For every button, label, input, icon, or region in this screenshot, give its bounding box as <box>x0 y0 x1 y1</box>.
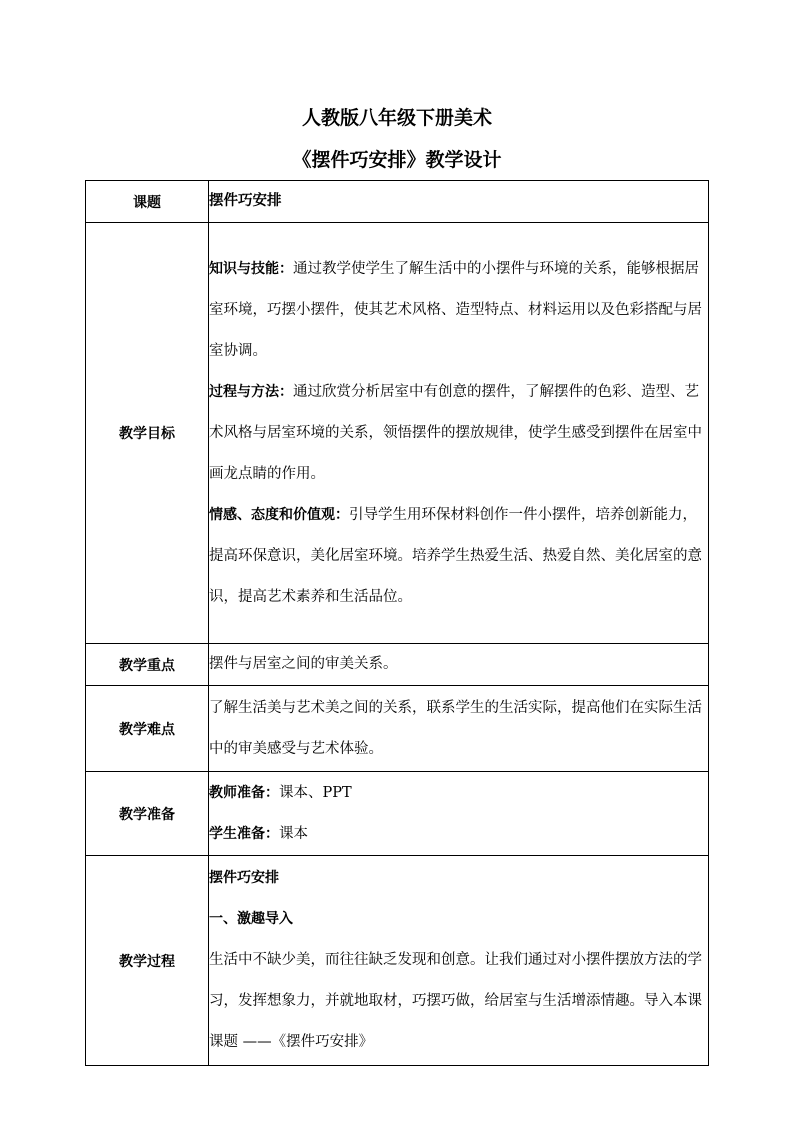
table-row <box>86 181 709 223</box>
table-row <box>86 856 709 1066</box>
table-row <box>86 686 709 772</box>
process-text: 生活中不缺少美，而往往缺乏发现和创意。让我们通过对小摆件摆放方法的学习，发挥想象力，并就地取材，巧摆巧做，给居室与生活增添情趣。导入本课课题 ——《摆件巧安排》 <box>209 952 702 1050</box>
process-section-heading: 一、激趣导入 <box>209 911 293 927</box>
student-prep <box>209 814 708 855</box>
prep-head: 学生准备： <box>209 825 279 842</box>
document-subtitle: 《摆件巧安排》教学设计 <box>292 149 502 171</box>
process-subtitle: 摆件巧安排 <box>209 870 279 886</box>
row-label-difficulty: 教学难点 <box>86 686 209 772</box>
prep-text: 课本、PPT <box>279 784 352 801</box>
row-label-focus: 教学重点 <box>86 644 209 686</box>
prep-head: 教师准备： <box>209 784 279 801</box>
table-row <box>86 644 709 686</box>
row-label-prep: 教学准备 <box>86 772 209 856</box>
goal-text: 通过欣赏分析居室中有创意的摆件，了解摆件的色彩、造型、艺术风格与居室环境的关系，领悟摆件的摆放规律，使学生感受到摆件在居室中画龙点睛的作用。 <box>209 383 702 482</box>
table-row <box>86 223 709 644</box>
goal-text: 通过教学使学生了解生活中的小摆件与环境的关系，能够根据居室环境，巧摆小摆件，使其艺术风格、造型特点、材料运用以及色彩搭配与居室协调。 <box>209 260 702 359</box>
row-label-goals: 教学目标 <box>86 223 209 644</box>
topic-value: 摆件巧安排 <box>209 181 709 223</box>
goal-process <box>209 372 708 495</box>
table-row <box>86 772 709 856</box>
lesson-plan-table <box>85 180 709 1066</box>
prep-text: 课本 <box>279 825 308 842</box>
process-cell <box>209 856 709 1066</box>
row-label-process: 教学过程 <box>86 856 209 1066</box>
goal-emotion <box>209 495 708 618</box>
row-label-topic: 课题 <box>86 181 209 223</box>
goal-knowledge <box>209 249 708 372</box>
difficulty-value: 了解生活美与艺术美之间的关系，联系学生的生活实际，提高他们在实际生活中的审美感受与艺术体验。 <box>209 686 709 772</box>
goal-head: 过程与方法： <box>209 383 293 400</box>
goals-cell <box>209 223 709 644</box>
goal-head: 情感、态度和价值观： <box>209 506 349 523</box>
teacher-prep <box>209 773 708 814</box>
focus-value: 摆件与居室之间的审美关系。 <box>209 644 709 686</box>
document-title: 人教版八年级下册美术 <box>301 107 492 129</box>
goal-head: 知识与技能： <box>209 260 293 277</box>
prep-cell <box>209 772 709 856</box>
goal-text: 引导学生用环保材料创作一件小摆件，培养创新能力，提高环保意识，美化居室环境。培养学生热爱生活、热爱自然、美化居室的意识，提高艺术素养和生活品位。 <box>209 506 702 605</box>
